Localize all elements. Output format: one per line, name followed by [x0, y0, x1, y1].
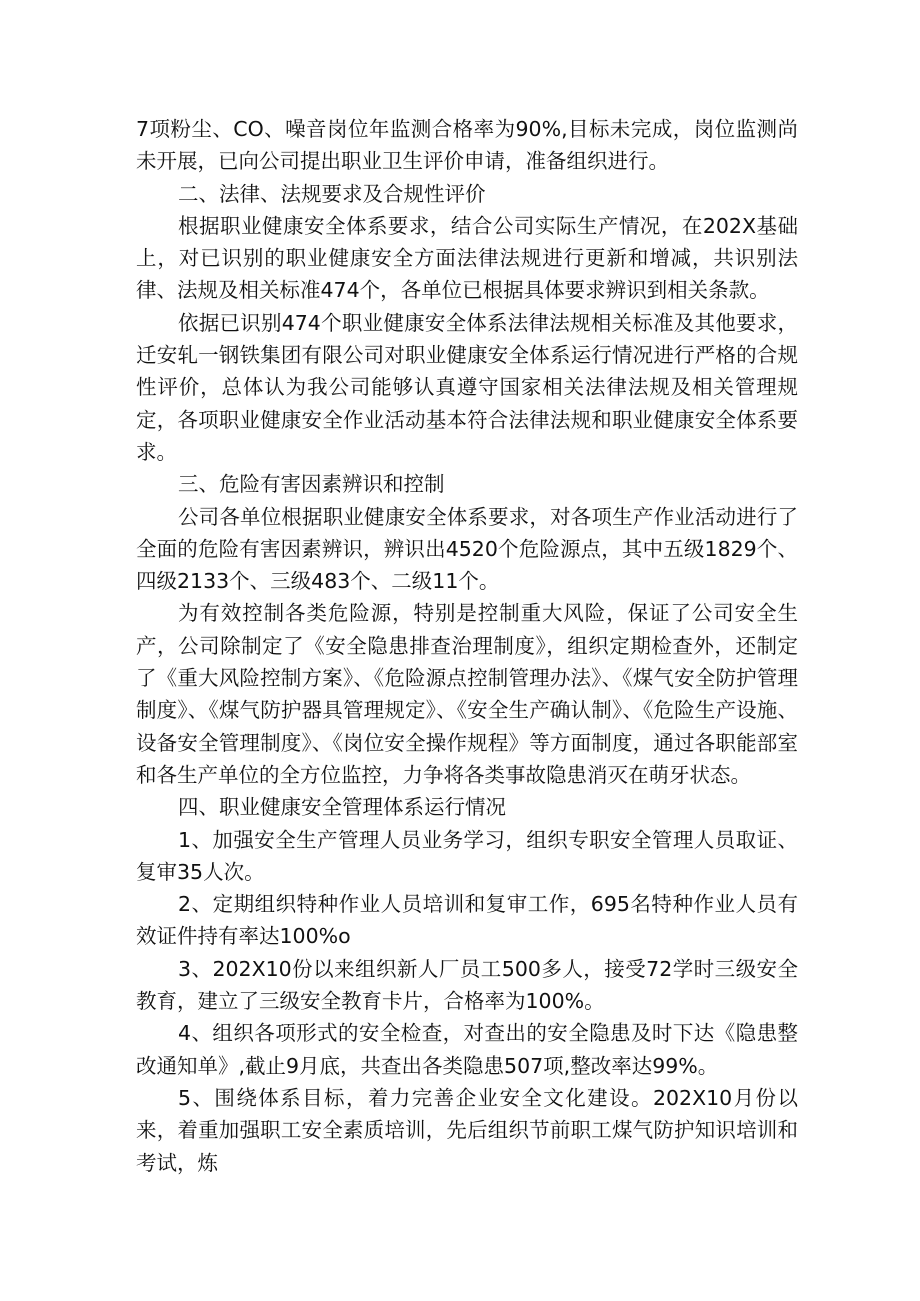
- paragraph: 根据职业健康安全体系要求，结合公司实际生产情况，在202X基础上，对已识别的职业健康安全方面法律法规进行更新和增减，共识别法律、法规及相关标准474个，各单位已根据具体要求辨识到相关条款。: [136, 213, 798, 303]
- list-item: 3、202X10份以来组织新人厂员工500多人，接受72学时三级安全教育，建立了三级安全教育卡片，合格率为100%。: [136, 956, 798, 1014]
- paragraph: 公司各单位根据职业健康安全体系要求，对各项生产作业活动进行了全面的危险有害因素辨识，辨识出4520个危险源点，其中五级1829个、四级2133个、三级483个、二级11个。: [136, 504, 798, 594]
- section-heading-2: 二、法律、法规要求及合规性评价: [178, 181, 486, 206]
- section-heading-3: 三、危险有害因素辨识和控制: [178, 472, 445, 497]
- list-item: 5、围绕体系目标，着力完善企业安全文化建设。202X10月份以来，着重加强职工安全素质培训，先后组织节前职工煤气防护知识培训和考试，炼: [136, 1085, 798, 1175]
- list-item: 2、定期组织特种作业人员培训和复审工作，695名特种作业人员有效证件持有率达100%o: [136, 892, 798, 949]
- paragraph: 依据已识别474个职业健康安全体系法律法规相关标准及其他要求，迁安轧一钢铁集团有限公司对职业健康安全体系运行情况进行严格的合规性评价，总体认为我公司能够认真遵守国家相关法律法规及相关管理规定，各项职业健康安全作业活动基本符合法律法规和职业健康安全体系要求。: [136, 310, 798, 464]
- list-item: 1、加强安全生产管理人员业务学习，组织专职安全管理人员取证、复审35人次。: [136, 827, 798, 884]
- section-heading-4: 四、职业健康安全管理体系运行情况: [178, 795, 506, 820]
- document-page: [136, 113, 798, 1179]
- paragraph: 为有效控制各类危险源，特别是控制重大风险，保证了公司安全生产，公司除制定了《安全隐患排查治理制度》，组织定期检查外，还制定了《重大风险控制方案》、《危险源点控制管理办法》、《煤气安全防护管理制度》、《煤气防护器具管理规定》、《安全生产确认制》、《危险生产设施、设备安全管理制度》、《岗位安全操作规程》等方面制度，通过各职能部室和各生产单位的全方位监控，力争将各类事故隐患消灭在萌牙状态。: [136, 601, 798, 787]
- paragraph-continuation: 7项粉尘、CO、噪音岗位年监测合格率为90%,目标未完成，岗位监测尚未开展，已向公司提出职业卫生评价申请，准备组织进行。: [136, 117, 798, 174]
- list-item: 4、组织各项形式的安全检查，对查出的安全隐患及时下达《隐患整改通知单》,截止9月底，共查出各类隐患507项,整改率达99%。: [136, 1021, 798, 1078]
